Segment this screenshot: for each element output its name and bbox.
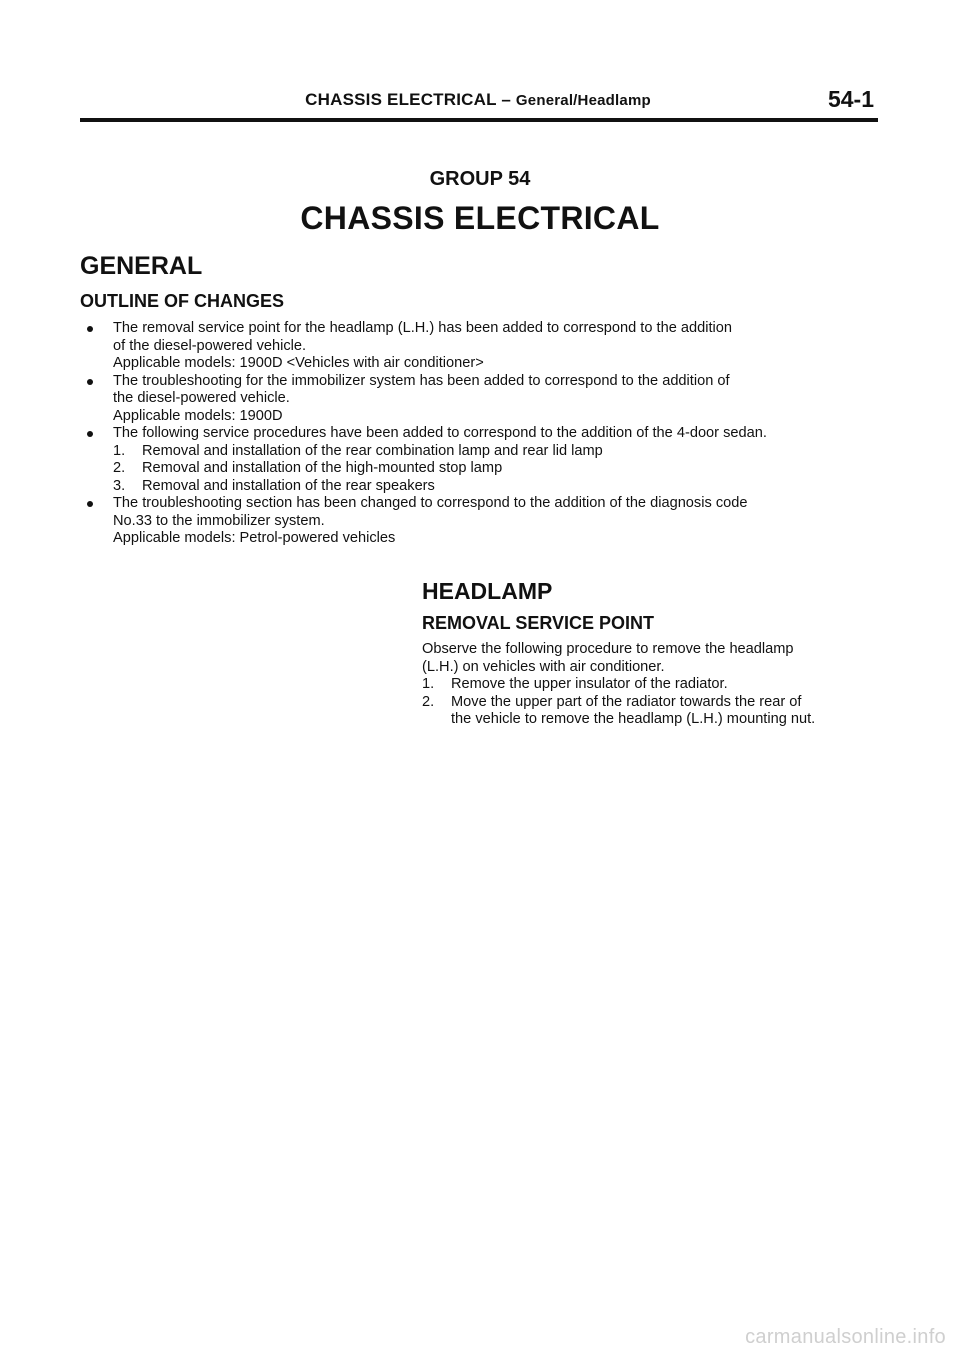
- bullet-icon: [87, 501, 93, 507]
- applicable-models: Applicable models: 1900D: [113, 407, 283, 424]
- outline-line: the diesel-powered vehicle.: [113, 390, 290, 406]
- header-subsection: General/Headlamp: [515, 92, 651, 109]
- numbered-procedure: [113, 460, 878, 478]
- procedure-text: Removal and installation of the high-mounted stop lamp: [142, 460, 503, 476]
- bullet-icon: [87, 379, 93, 385]
- step-line: Move the upper part of the radiator towards the rear of: [451, 693, 802, 710]
- applicable-models: Applicable models: Petrol-powered vehicles: [113, 530, 396, 546]
- applicable-models: Applicable models: 1900D <Vehicles with air conditioner>: [113, 355, 484, 371]
- removal-service-point-heading: REMOVAL SERVICE POINT: [422, 613, 655, 633]
- header-rule: [80, 118, 878, 122]
- headlamp-heading: HEADLAMP: [422, 578, 553, 604]
- header-dash: –: [501, 90, 511, 109]
- outline-line: The following service procedures have been added to correspond to the addition of the 4-door sedan.: [113, 425, 767, 441]
- outline-item: [80, 425, 878, 495]
- step-number: 2.: [422, 693, 435, 710]
- procedure-number: 1.: [113, 442, 126, 459]
- procedure-intro-line: (L.H.) on vehicles with air conditioner.: [422, 658, 665, 675]
- step-number: 1.: [422, 676, 435, 692]
- procedure-text: Removal and installation of the rear combination lamp and rear lid lamp: [142, 442, 603, 459]
- outline-item: [80, 495, 878, 548]
- general-heading: GENERAL: [80, 252, 203, 280]
- outline-item: [80, 320, 878, 373]
- removal-procedure: [422, 641, 878, 729]
- group-number: GROUP 54: [429, 168, 531, 190]
- procedure-step: [422, 676, 878, 694]
- header-title: [80, 90, 876, 110]
- outline-line: The troubleshooting section has been changed to correspond to the addition of the diagnosis code: [113, 495, 748, 511]
- procedure-number: 3.: [113, 477, 126, 494]
- outline-list: [80, 320, 878, 548]
- header-section: CHASSIS ELECTRICAL: [305, 90, 497, 109]
- outline-line: No.33 to the immobilizer system.: [113, 512, 325, 529]
- outline-line: of the diesel-powered vehicle.: [113, 337, 307, 354]
- bullet-icon: [87, 326, 93, 332]
- watermark: carmanualsonline.info: [745, 1326, 946, 1348]
- procedure-intro-line: Observe the following procedure to remove the headlamp: [422, 641, 794, 657]
- step-line: the vehicle to remove the headlamp (L.H.) mounting nut.: [451, 711, 816, 727]
- procedure-step: [422, 694, 878, 729]
- numbered-procedure: [113, 478, 878, 496]
- group-title: CHASSIS ELECTRICAL: [300, 200, 660, 236]
- procedure-text: Removal and installation of the rear speakers: [142, 477, 435, 494]
- procedure-number: 2.: [113, 460, 126, 476]
- page-header: [80, 86, 876, 116]
- step-line: Remove the upper insulator of the radiator.: [451, 676, 728, 692]
- outline-line: The removal service point for the headlamp (L.H.) has been added to correspond to the addition: [113, 320, 732, 336]
- outline-item: [80, 373, 878, 426]
- bullet-icon: [87, 431, 93, 437]
- page-number: 54-1: [827, 86, 874, 112]
- outline-of-changes-heading: OUTLINE OF CHANGES: [80, 291, 285, 311]
- outline-line: The troubleshooting for the immobilizer system has been added to correspond to the addition of: [113, 372, 730, 389]
- numbered-procedure: [113, 443, 878, 461]
